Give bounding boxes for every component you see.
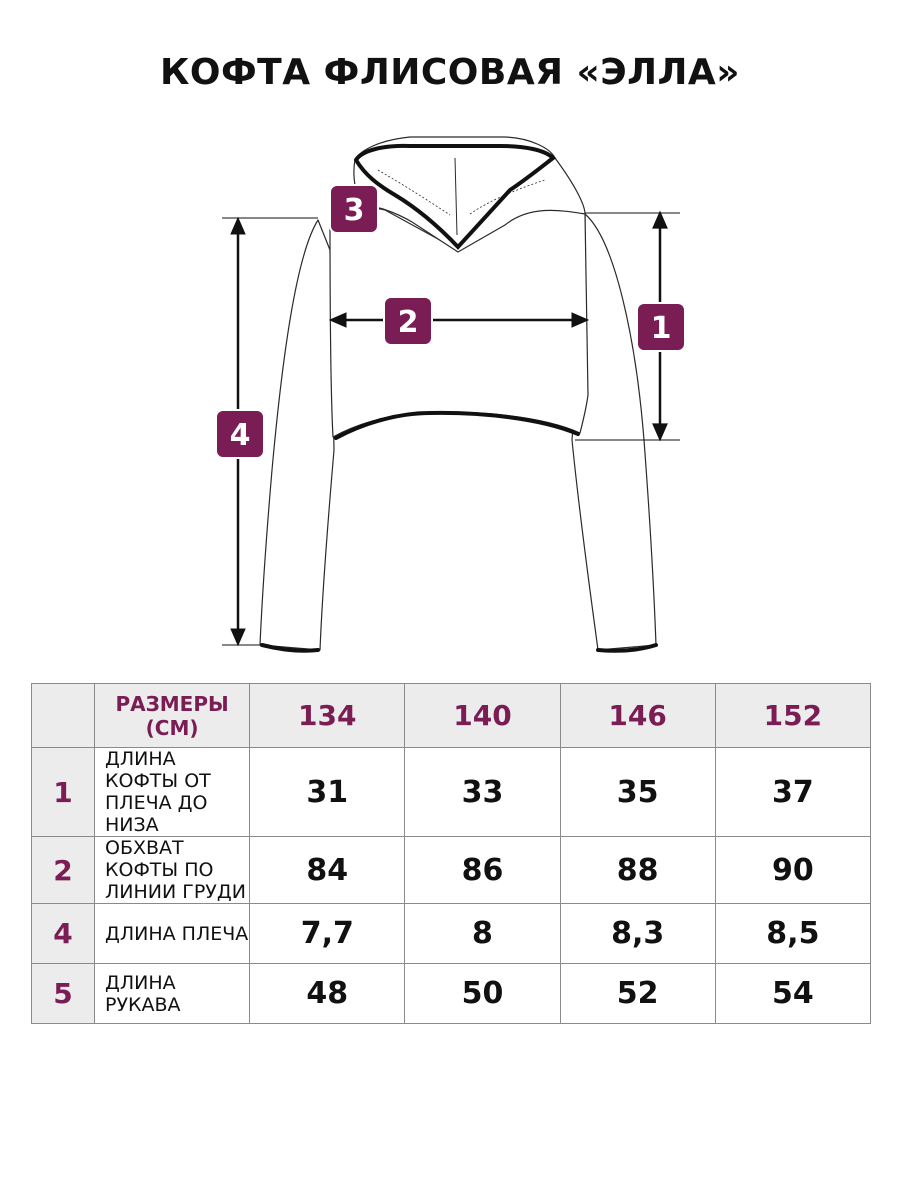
- table-header-row: [32, 684, 871, 748]
- row-value: 8,3: [560, 904, 715, 964]
- row-index: 2: [32, 837, 95, 904]
- header-empty-cell: [32, 684, 95, 748]
- badge-1: [637, 303, 685, 351]
- table-row: [32, 964, 871, 1024]
- header-label: РАЗМЕРЫ (СМ): [95, 684, 250, 748]
- row-value: 84: [250, 837, 405, 904]
- table-row: [32, 837, 871, 904]
- row-value: 37: [715, 748, 870, 837]
- badge-2-label: 2: [397, 305, 419, 340]
- row-label: ДЛИНА РУКАВА: [95, 964, 250, 1024]
- table-row: [32, 748, 871, 837]
- row-value: 52: [560, 964, 715, 1024]
- row-value: 90: [715, 837, 870, 904]
- row-value: 54: [715, 964, 870, 1024]
- row-index: 4: [32, 904, 95, 964]
- row-value: 86: [405, 837, 560, 904]
- row-index: 5: [32, 964, 95, 1024]
- badge-2: [384, 297, 432, 345]
- hoodie-outline: [260, 137, 656, 650]
- row-value: 50: [405, 964, 560, 1024]
- badge-3-label: 3: [343, 193, 365, 228]
- row-value: 88: [560, 837, 715, 904]
- size-152: 152: [715, 684, 870, 748]
- size-134: 134: [250, 684, 405, 748]
- page-title: КОФТА ФЛИСОВАЯ «ЭЛЛА»: [159, 52, 741, 93]
- row-value: 7,7: [250, 904, 405, 964]
- row-label: ДЛИНА КОФТЫ ОТ ПЛЕЧА ДО НИЗА: [95, 748, 250, 837]
- left-sleeve: [260, 220, 334, 650]
- row-value: 8: [405, 904, 560, 964]
- row-index: 1: [32, 748, 95, 837]
- row-label: ОБХВАТ КОФТЫ ПО ЛИНИИ ГРУДИ: [95, 837, 250, 904]
- size-146: 146: [560, 684, 715, 748]
- size-table: [31, 683, 871, 1024]
- badge-1-label: 1: [650, 311, 672, 346]
- table-row: [32, 904, 871, 964]
- row-value: 33: [405, 748, 560, 837]
- row-value: 31: [250, 748, 405, 837]
- row-value: 35: [560, 748, 715, 837]
- badge-4: [216, 410, 264, 458]
- row-label: ДЛИНА ПЛЕЧА: [95, 904, 250, 964]
- row-value: 8,5: [715, 904, 870, 964]
- size-140: 140: [405, 684, 560, 748]
- row-value: 48: [250, 964, 405, 1024]
- badge-3: [330, 185, 378, 233]
- badge-4-label: 4: [229, 418, 251, 453]
